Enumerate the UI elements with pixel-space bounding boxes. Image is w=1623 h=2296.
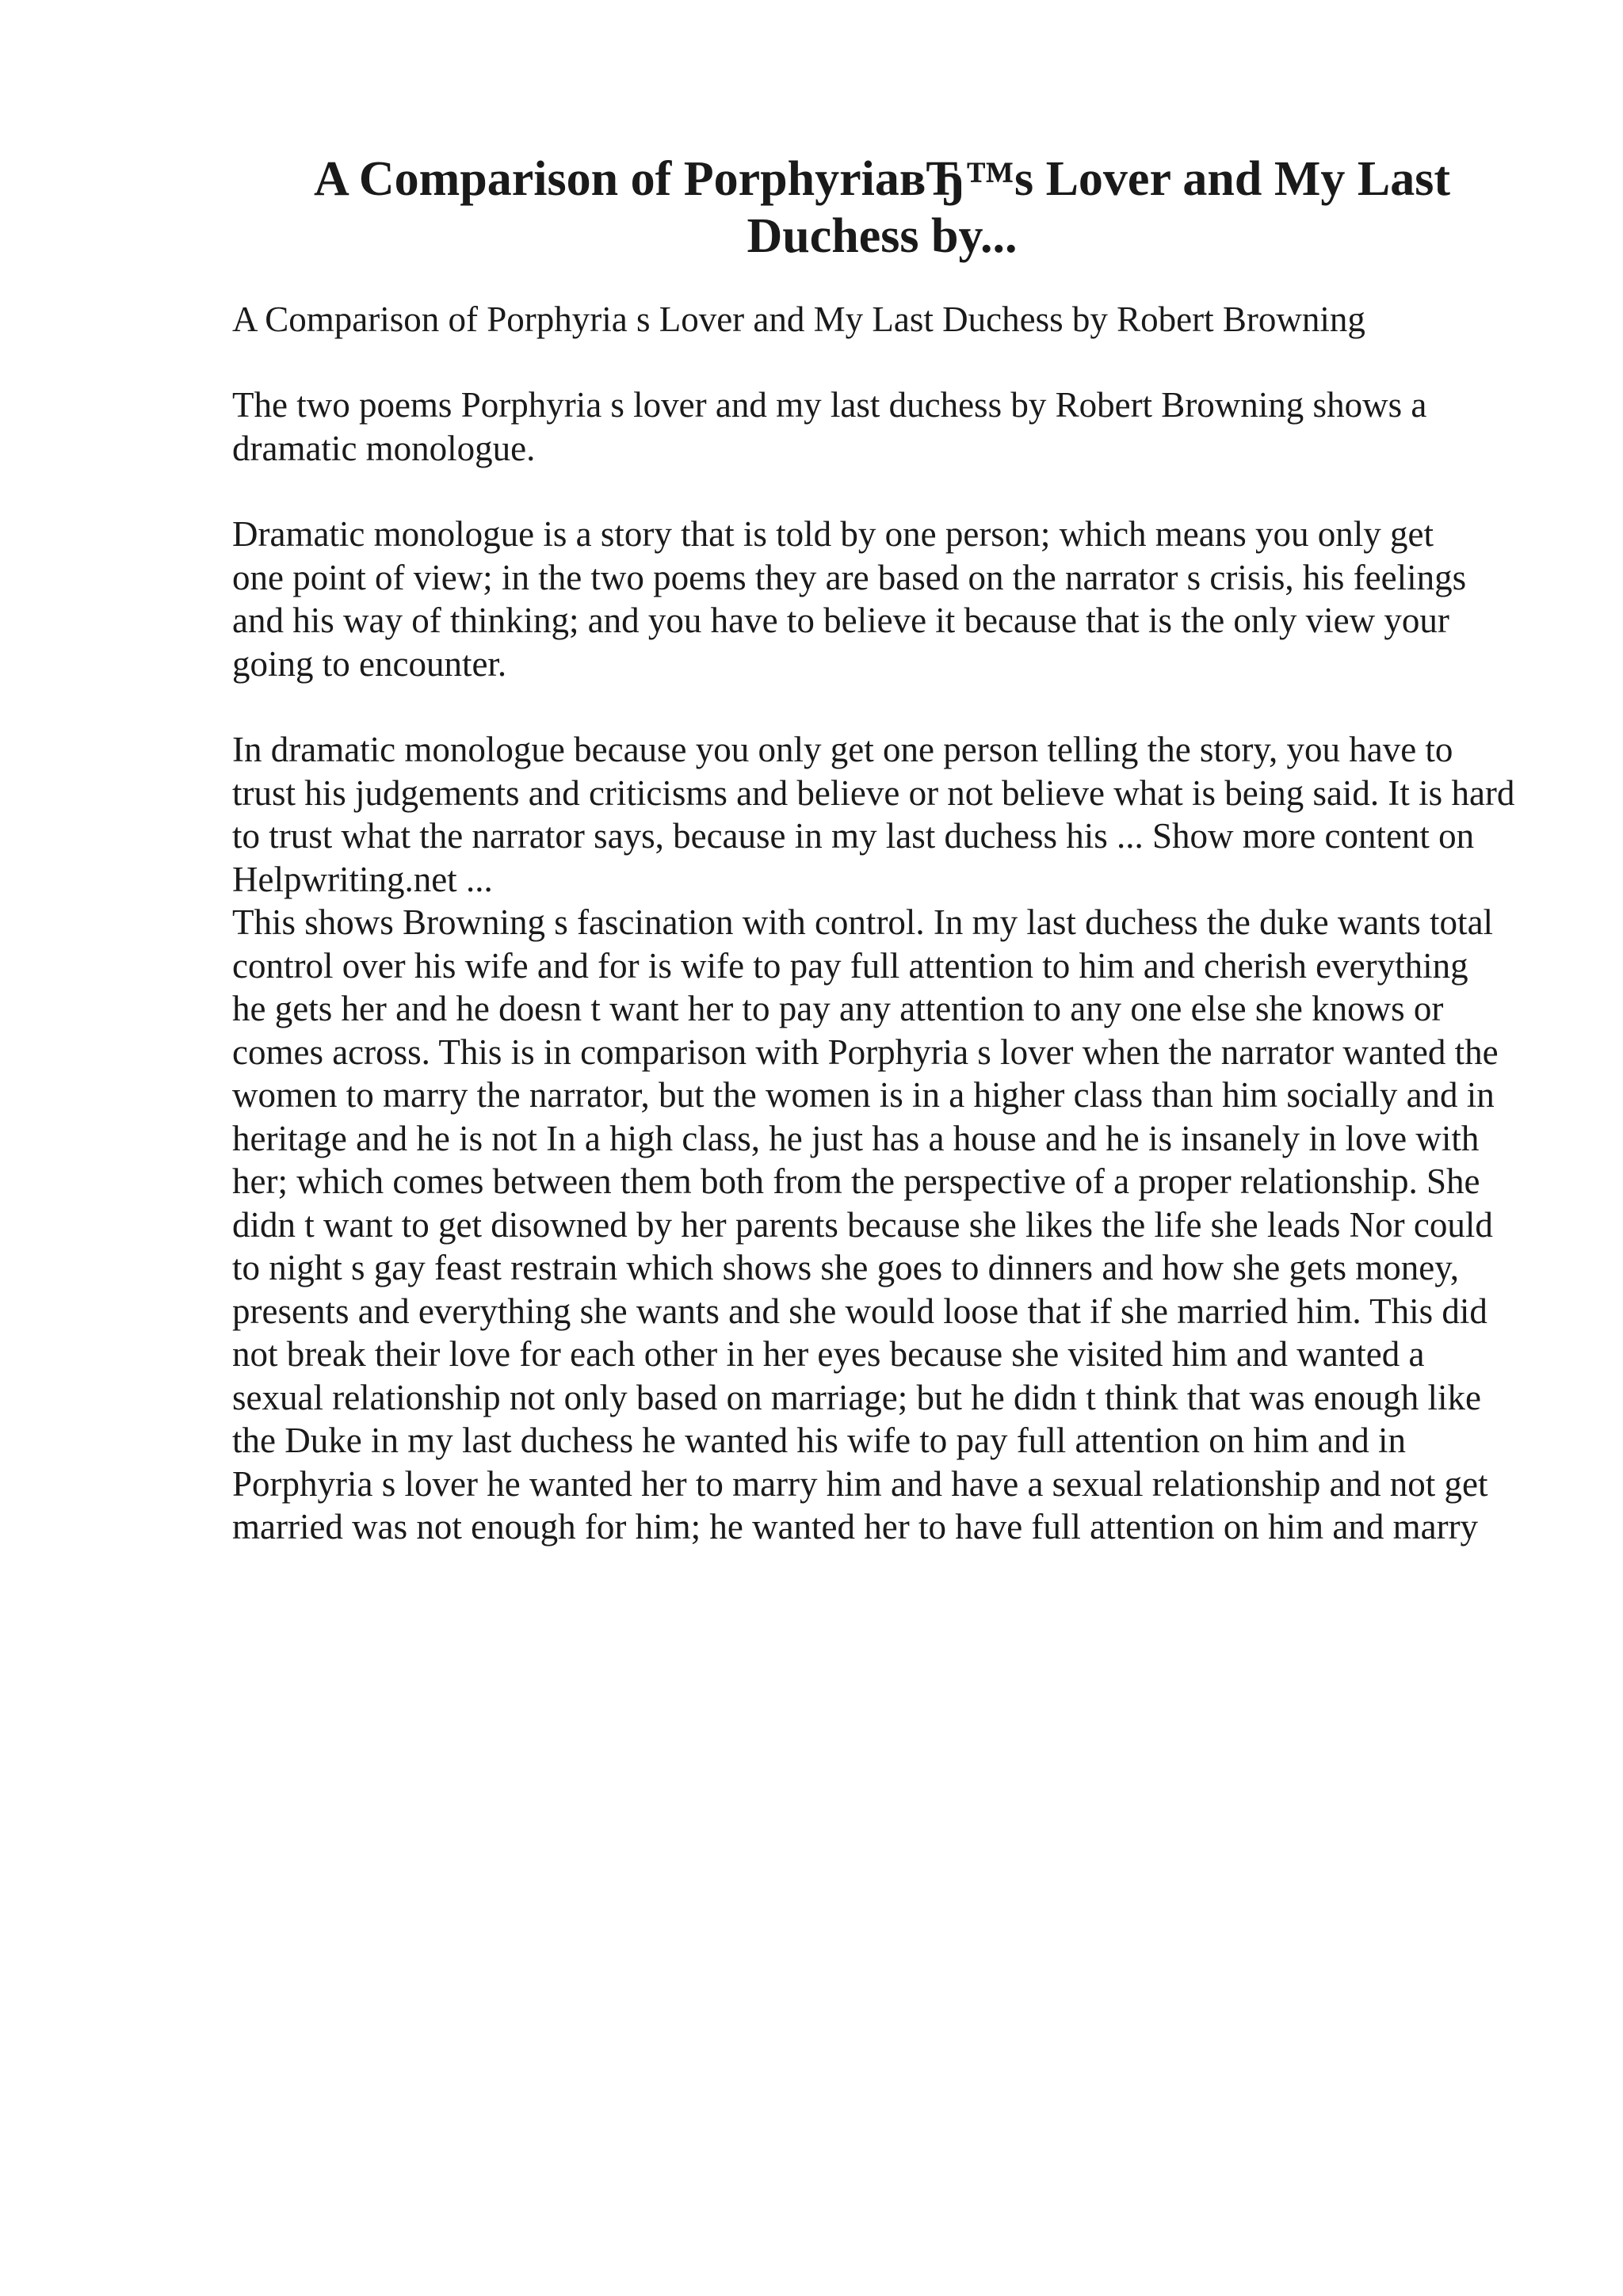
paragraph-control: This shows Browning s fascination with control. In my last duchess the duke wants total control over his wife and for is wife to pay full attention to him and cherish everything he gets her and he doesn t want her to pay any attention to any one else she knows or comes across. This is in comparison with Porphyria s lover when the narrator wanted the women to marry the narrator, but the women is in a higher class than him socially and in heritage and he is not In a high class, he just has a house and he is insanely in love with her; which comes between them both from the perspective of a proper relationship. She didn t want to get disowned by her parents because she likes the life she leads Nor could to night s gay feast restrain which shows she goes to dinners and how she gets money, presents and everything she wants and she would loose that if she married him. This did not break their love for each other in her eyes because she visited him and wanted a sexual relationship not only based on marriage; but he didn t think that was enough like the Duke in my last duchess he wanted his wife to pay full attention on him and in Porphyria s lover he wanted her to marry him and have a sexual relationship and not get married was not enough for him; he wanted her to have full attention on him and marry [232,902,1499,1547]
paragraph-trust: In dramatic monologue because you only get one person telling the story, you have to trust his judgements and criticisms and believe or not believe what is being said. It is hard to trust what the narrator says, because in my last duchess his ... Show more content on Helpwriting.net ... [232,730,1515,899]
paragraph-intro: The two poems Porphyria s lover and my last duchess by Robert Browning shows a dramatic monologue. [232,385,1427,468]
document-subtitle: A Comparison of Porphyria s Lover and My Last Duchess by Robert Browning [232,299,1365,339]
document-title: A Comparison of PorphyriaвЂ™s Lover and My Last Duchess by... [314,152,1450,263]
paragraph-dramatic-monologue: Dramatic monologue is a story that is told by one person; which means you only get one point of view; in the two poems they are based on the narrator s crisis, his feelings and his way of thinking; and you have to believe it because that is the only view your going to encounter. [232,514,1467,684]
